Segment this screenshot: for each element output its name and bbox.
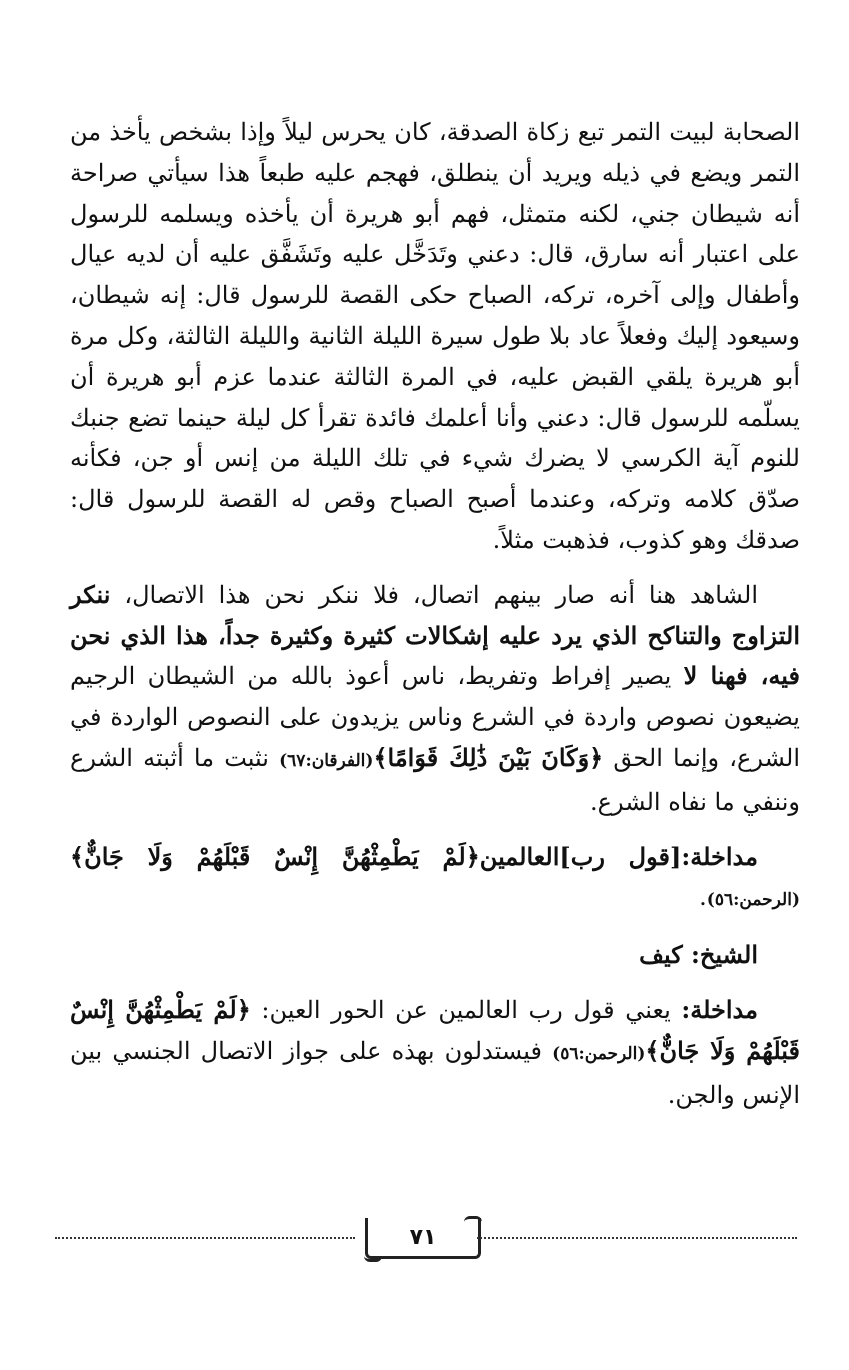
text-run: الصحابة لبيت التمر تبع زكاة الصدقة، كان يحرس ليلاً وإذا بشخص يأخذ من التمر ويضع في ذيله ويريد أن ينطلق، فهجم عليه طبعاً هذا سيأتي صراحة أنه شيطان جني، لكنه متمثل، فهم أبو هريرة أن يأخذه ويسلمه للرسول على اعتبار أنه سارق، قال: دعني وتَدَخَّل عليه وتَشَفَّق عليه أن لديه عيال وأطفال وإلى آخره، تركه، الصباح حكى القصة للرسول قال: إنه شيطان، وسيعود إليك وفعلاً عاد بلا طول سيرة الليلة الثانية والليلة الثالثة، وكل مرة أبو هريرة يلقي القبض عليه، في المرة الثالثة عندما عزم أبو هريرة أن يسلّمه للرسول قال: دعني وأنا أعلمك فائدة تقرأ كل ليلة حينما تضع جنبك للنوم آية الكرسي لا يضرك شيء في تلك الليلة من إنس أو جن، فكأنه صدّق كلامه وتركه، وعندما أصبح الصباح وقص له القصة للرسول قال: صدقك وهو كذوب، فذهبت مثلاً. xyxy=(70,118,800,554)
paragraph-story xyxy=(70,112,800,561)
text-run: الشاهد هنا أنه صار بينهم اتصال، فلا ننكر نحن هذا الاتصال، xyxy=(110,580,758,609)
verse-reference: (الفرقان:٦٧) xyxy=(279,750,374,771)
body-text xyxy=(70,112,800,1115)
bold-text-run: ننكر التزاوج والتناكح الذي يرد عليه إشكالات كثيرة وكثيرة جداً، هذا الذي نحن فيه، فهنا لا xyxy=(70,579,801,691)
page-number-frame xyxy=(365,1218,481,1259)
text-run: نثبت ما أثبته الشرع وننفي ما نفاه الشرع. xyxy=(70,743,800,816)
quran-verse: ﴿وَكَانَ بَيْنَ ذَٰلِكَ قَوَامًا﴾ xyxy=(373,742,604,772)
page-number: ٧١ xyxy=(409,1224,437,1250)
text-run: يعني قول رب العالمين عن الحور العين: xyxy=(250,995,682,1024)
paragraph-sheikh xyxy=(70,935,800,976)
paragraph-shahid xyxy=(70,575,800,823)
footer-dotted-rule-left xyxy=(55,1237,355,1239)
quran-verse: ﴿لَمْ يَطْمِثْهُنَّ إِنْسٌ قَبْلَهُمْ وَلَا جَانٌّ﴾ xyxy=(70,841,480,871)
text-run: . xyxy=(699,883,707,912)
footer-dotted-rule-right xyxy=(477,1237,797,1239)
quran-verse: ﴿لَمْ يَطْمِثْهُنَّ إِنْسٌ قَبْلَهُمْ وَلَا جَانٌّ﴾ xyxy=(70,994,800,1065)
bold-text-run: مداخلة: xyxy=(681,994,758,1024)
paragraph-mudakhala1 xyxy=(70,837,800,922)
bold-text-run: مداخلة: xyxy=(681,841,758,871)
page-footer xyxy=(55,1218,797,1262)
verse-reference: (الرحمن:٥٦) xyxy=(552,1043,646,1064)
text-run: فيستدلون بهذه على جواز الاتصال الجنسي بين الإنس والجن. xyxy=(70,1036,800,1109)
bold-text-run: [قول رب]العالمين xyxy=(479,841,682,871)
verse-reference: (الرحمن:٥٦) xyxy=(706,890,800,911)
frame-ornament-icon xyxy=(364,1249,382,1262)
bold-text-run: كيف xyxy=(639,940,692,970)
bold-text-run: الشيخ: xyxy=(691,940,758,970)
frame-ornament-icon xyxy=(464,1216,482,1229)
paragraph-mudakhala2 xyxy=(70,990,800,1115)
text-run: يصير إفراط وتفريط، ناس أعوذ بالله من الشيطان الرجيم يضيعون نصوص واردة في الشرع وناس يزيدون على النصوص الواردة في الشرع، وإنما الحق xyxy=(70,662,800,772)
